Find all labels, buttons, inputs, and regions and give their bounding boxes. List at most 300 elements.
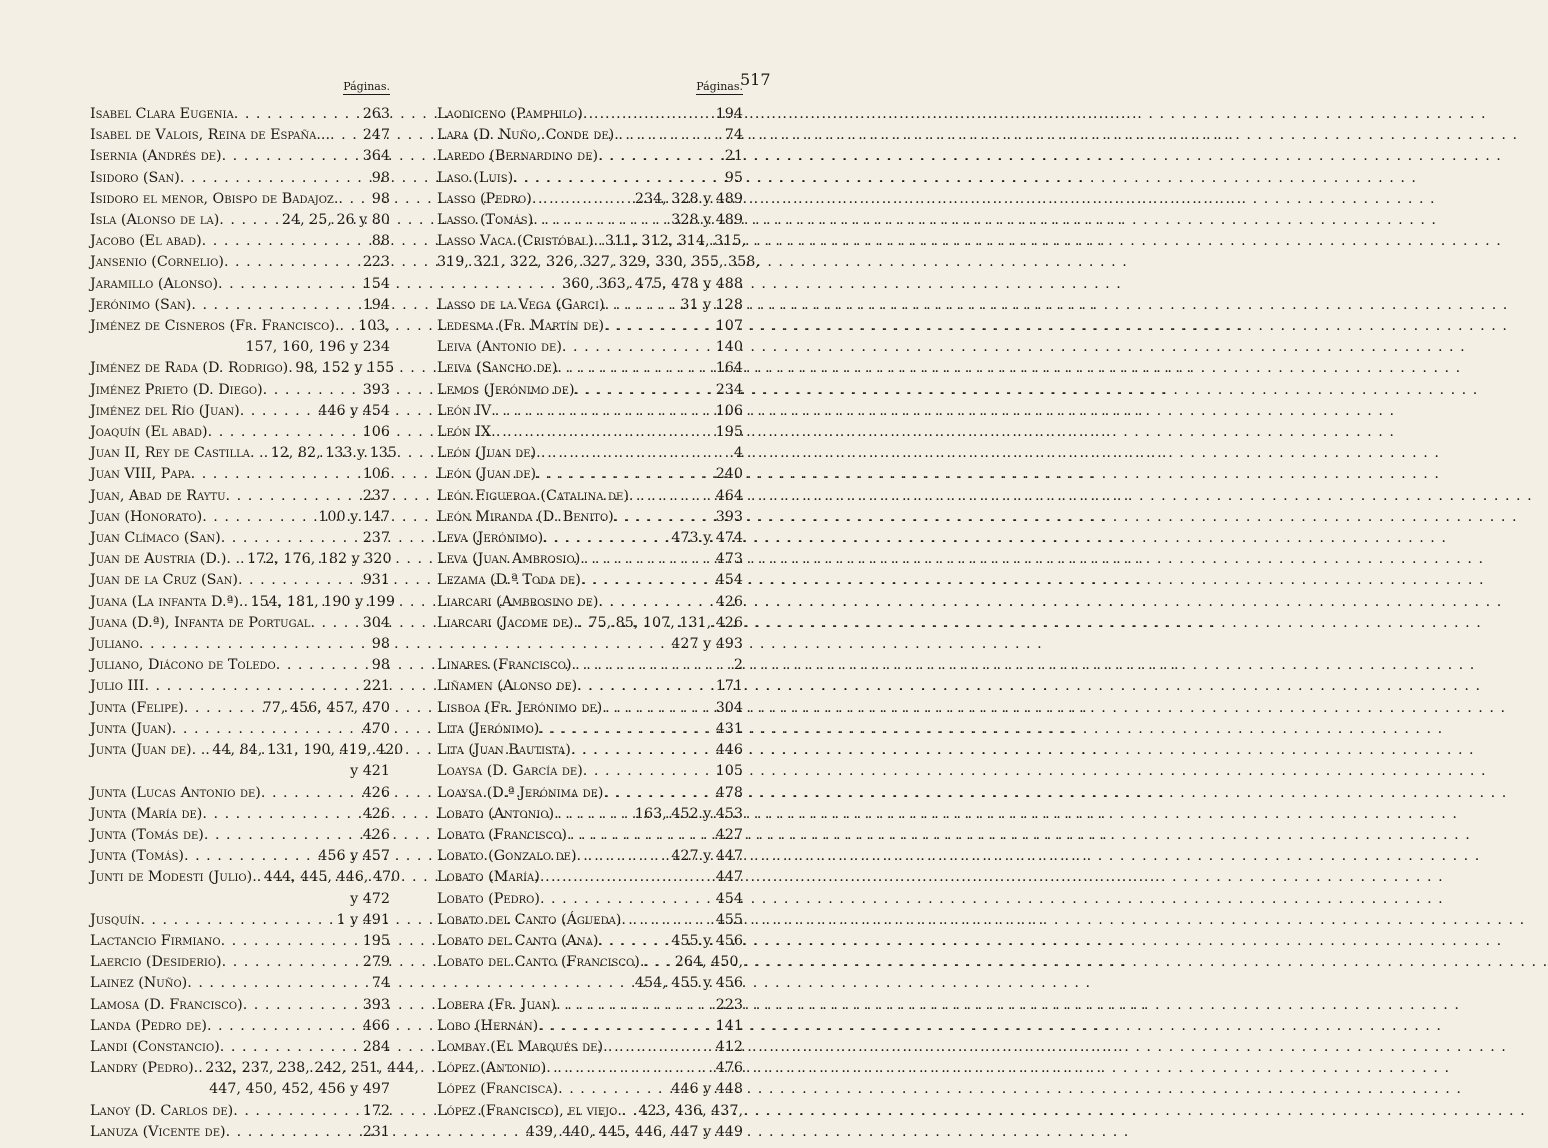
entry-pages: 194 bbox=[362, 296, 390, 313]
entry-pages: 311, 312, 314, 315, bbox=[605, 233, 746, 250]
index-entry bbox=[437, 592, 743, 613]
index-entry bbox=[437, 676, 743, 697]
entry-name: Junta (Lucas Antonio de) bbox=[90, 784, 261, 801]
dot-leader bbox=[218, 274, 360, 295]
index-entry bbox=[90, 804, 390, 825]
entry-name: Isabel de Valois, Reina de España... bbox=[90, 127, 331, 144]
entry-name: Junti de Modesti (Julio). bbox=[90, 869, 257, 886]
entry-pages: 106 bbox=[362, 424, 390, 441]
entry-pages: 88 bbox=[371, 233, 390, 250]
entry-name: Lobato del Canto (Francisco). bbox=[437, 954, 645, 971]
index-entry bbox=[437, 570, 743, 591]
dot-leader bbox=[208, 422, 360, 443]
entry-pages: 284 bbox=[362, 1038, 390, 1055]
entry-pages: 231 bbox=[362, 1123, 390, 1140]
entry-pages-continued: 360, 363, 475, 478 y 488 bbox=[562, 275, 743, 292]
dot-leader bbox=[577, 676, 712, 697]
dot-leader bbox=[330, 125, 360, 146]
entry-pages-continued: y 421 bbox=[350, 763, 390, 780]
index-entry bbox=[90, 740, 404, 782]
entry-name: López (Francisca) bbox=[437, 1081, 559, 1098]
dot-leader bbox=[602, 698, 712, 719]
index-entry bbox=[437, 995, 743, 1016]
index-entry bbox=[437, 104, 743, 125]
dot-leader bbox=[222, 146, 360, 167]
index-entry bbox=[90, 274, 390, 295]
entry-pages: 423, 436, 437, bbox=[638, 1102, 743, 1119]
dot-leader bbox=[221, 931, 360, 952]
entry-pages: 195 bbox=[715, 424, 743, 441]
dot-leader bbox=[622, 1101, 636, 1122]
entry-name: Liarcari (Ambrosino de) bbox=[437, 593, 599, 610]
dot-leader bbox=[604, 316, 713, 337]
index-entry bbox=[90, 464, 390, 485]
index-entry bbox=[90, 104, 390, 125]
entry-pages: 247 bbox=[362, 127, 390, 144]
entry-pages: 171 bbox=[715, 678, 743, 695]
dot-leader bbox=[204, 825, 360, 846]
entry-pages: 454 bbox=[715, 890, 743, 907]
index-entry bbox=[90, 1058, 419, 1100]
index-entry bbox=[437, 1079, 743, 1100]
entry-name: Junta (Juan) bbox=[90, 720, 172, 737]
index-entry bbox=[90, 486, 390, 507]
entry-pages: 194 bbox=[715, 106, 743, 122]
index-entry bbox=[90, 125, 390, 146]
dot-leader bbox=[558, 1079, 668, 1100]
entry-pages: 427 y 447 bbox=[671, 848, 743, 865]
entry-name: Jusquín bbox=[90, 911, 141, 928]
dot-leader bbox=[571, 740, 713, 761]
index-column-right bbox=[437, 80, 760, 1143]
entry-name: Juan II, Rey de Castilla. . bbox=[90, 445, 264, 462]
dot-leader bbox=[238, 570, 360, 591]
index-entry bbox=[437, 337, 743, 358]
entry-pages: 464 bbox=[715, 487, 743, 504]
index-entry bbox=[90, 189, 390, 210]
index-entry bbox=[437, 910, 743, 931]
entry-pages: 264, 450, bbox=[674, 954, 743, 971]
index-entry bbox=[90, 507, 390, 528]
entry-name: Lobato (Pedro) bbox=[437, 890, 540, 907]
entry-name: Lasso (Pedro) bbox=[437, 190, 532, 207]
dot-leader bbox=[276, 655, 369, 676]
index-entry bbox=[90, 1037, 390, 1058]
index-entry bbox=[437, 698, 743, 719]
index-entry bbox=[90, 973, 390, 994]
entry-name: López (Antonio) bbox=[437, 1060, 547, 1077]
index-entry bbox=[437, 1058, 743, 1079]
entry-pages: 232, 237, 238, 242, 251, 444, bbox=[205, 1060, 419, 1077]
entry-pages: 140 bbox=[715, 339, 743, 356]
index-entry bbox=[437, 464, 743, 485]
dot-leader bbox=[263, 380, 360, 401]
entry-name: Jiménez Prieto (D. Diego) bbox=[90, 381, 263, 398]
entry-name: Laodiceno (Pamphilo) bbox=[437, 106, 583, 122]
index-entry bbox=[90, 210, 390, 231]
dot-leader bbox=[605, 295, 678, 316]
index-entry bbox=[90, 613, 390, 634]
dot-leader bbox=[340, 316, 356, 337]
entry-pages: 75, 85, 107, 131, 426 bbox=[588, 614, 743, 631]
index-entry bbox=[437, 825, 743, 846]
entry-pages: 4 bbox=[733, 445, 743, 462]
dot-leader bbox=[219, 210, 279, 231]
entry-name: León Figueroa (Catalina de) bbox=[437, 487, 629, 504]
entry-name: Isidoro el menor, Obispo de Badajoz. bbox=[90, 190, 339, 207]
index-entry bbox=[437, 889, 743, 910]
dot-leader bbox=[491, 401, 712, 422]
index-entry bbox=[90, 252, 390, 273]
entry-pages: 95 bbox=[724, 169, 743, 186]
dot-leader bbox=[575, 380, 713, 401]
dot-leader bbox=[221, 528, 360, 549]
index-entry bbox=[437, 146, 743, 167]
dot-leader bbox=[540, 889, 713, 910]
index-entry bbox=[90, 995, 390, 1016]
index-entry bbox=[437, 952, 743, 994]
entry-pages: 263 bbox=[362, 106, 390, 122]
index-entry bbox=[90, 231, 390, 252]
entry-name: Liarcari (Jacome de). bbox=[437, 614, 578, 631]
entry-pages: 1 y 491 bbox=[336, 911, 390, 928]
dot-leader bbox=[513, 168, 722, 189]
entry-name: Jiménez del Río (Juan) bbox=[90, 402, 240, 419]
index-entry bbox=[437, 1016, 743, 1037]
entry-pages: 426 bbox=[362, 805, 390, 822]
entry-pages: 172, 176, 182 y 320 bbox=[247, 551, 392, 568]
entry-pages: 98 bbox=[371, 190, 390, 207]
entry-pages: 44, 84, 131, 190, 419, 420 bbox=[212, 742, 404, 759]
dot-leader bbox=[202, 804, 359, 825]
entry-name: León Miranda (D. Benito) bbox=[437, 508, 614, 525]
index-entry bbox=[90, 528, 390, 549]
entry-name: Junta (Tomás de) bbox=[90, 826, 204, 843]
dot-leader bbox=[556, 995, 713, 1016]
dot-leader bbox=[614, 125, 722, 146]
index-entry bbox=[437, 316, 743, 337]
index-entry bbox=[90, 168, 390, 189]
dot-leader bbox=[172, 719, 360, 740]
entry-pages: 447 bbox=[715, 869, 743, 886]
dot-leader bbox=[572, 655, 731, 676]
entry-pages: 426 bbox=[362, 826, 390, 843]
dot-leader bbox=[604, 783, 713, 804]
entry-pages: 304 bbox=[715, 699, 743, 716]
index-entry bbox=[90, 401, 390, 422]
index-entry bbox=[437, 125, 743, 146]
entry-name: Lobato del Canto (Águeda) bbox=[437, 911, 622, 928]
entry-pages: 237 bbox=[362, 487, 390, 504]
dot-leader bbox=[540, 867, 713, 888]
entry-pages: 164 bbox=[715, 360, 743, 377]
index-entry bbox=[437, 422, 743, 443]
dot-leader bbox=[578, 613, 585, 634]
entry-pages: 279 bbox=[362, 954, 390, 971]
entry-name: Leva (Juan Ambrosio) bbox=[437, 551, 581, 568]
entry-pages: 141 bbox=[715, 1017, 743, 1034]
entry-name: Liñamen (Alonso de) bbox=[437, 678, 578, 695]
entry-pages-continued: 157, 160, 196 y 234 bbox=[245, 339, 390, 356]
dot-leader bbox=[644, 952, 671, 973]
index-entry bbox=[90, 846, 390, 867]
index-entry bbox=[437, 443, 743, 464]
index-entry bbox=[437, 1101, 743, 1143]
entry-name: Jacobo (El abad) bbox=[90, 233, 202, 250]
entry-pages: 107 bbox=[715, 318, 743, 335]
entry-pages: 473 bbox=[715, 551, 743, 568]
dot-leader bbox=[577, 846, 669, 867]
dot-leader bbox=[599, 592, 713, 613]
entry-name: Jiménez de Rada (D. Rodrigo) bbox=[90, 360, 289, 377]
dot-leader bbox=[554, 804, 632, 825]
index-entry bbox=[90, 910, 390, 931]
index-entry bbox=[437, 380, 743, 401]
entry-pages: 100 y 147 bbox=[318, 508, 390, 525]
dot-leader bbox=[184, 846, 315, 867]
entry-pages: 412 bbox=[715, 1038, 743, 1055]
entry-name: Joaquín (El abad) bbox=[90, 424, 208, 441]
entry-pages: 223 bbox=[715, 996, 743, 1013]
entry-name: Loaysa (D.ª Jerónima de) bbox=[437, 784, 604, 801]
entry-pages: 455 bbox=[715, 911, 743, 928]
entry-pages: 328 y 489 bbox=[671, 212, 743, 229]
entry-pages: 446 y 448 bbox=[671, 1081, 743, 1098]
entry-name: Leiva (Sancho de) bbox=[437, 360, 558, 377]
index-entry bbox=[437, 528, 743, 549]
entry-name: Juana (D.ª), Infanta de Portugal bbox=[90, 614, 311, 631]
entry-name: Juan de Austria (D.). . bbox=[90, 551, 241, 568]
entry-name: Jansenio (Cornelio) bbox=[90, 254, 224, 271]
entry-name: Linares (Francisco) bbox=[437, 657, 572, 674]
entry-name: Juliano, Diácono de Toledo bbox=[90, 657, 276, 674]
entry-pages: 426 bbox=[362, 784, 390, 801]
index-entry bbox=[437, 931, 743, 952]
entry-name: Lobato (Gonzalo de) bbox=[437, 848, 577, 865]
entry-name: León (Juan de) bbox=[437, 445, 537, 462]
entry-name: Laercio (Desiderio) bbox=[90, 954, 222, 971]
entry-pages: 98 bbox=[371, 636, 390, 653]
index-entry bbox=[90, 146, 390, 167]
dot-leader bbox=[546, 1058, 712, 1079]
entry-pages: 77, 456, 457, 470 bbox=[262, 699, 390, 716]
dot-leader bbox=[598, 146, 722, 167]
entry-name: Lobato (María) bbox=[437, 869, 540, 886]
entry-name: Julio III bbox=[90, 678, 145, 695]
entry-pages: 195 bbox=[362, 932, 390, 949]
dot-leader bbox=[603, 1037, 713, 1058]
dot-leader bbox=[543, 528, 668, 549]
index-entry bbox=[90, 655, 390, 676]
entry-pages: 426 bbox=[715, 593, 743, 610]
entry-name: León IX bbox=[437, 424, 492, 441]
entry-pages: 240 bbox=[715, 466, 743, 483]
entry-name: Lemos (Jerónimo de) bbox=[437, 381, 575, 398]
index-entry bbox=[90, 676, 390, 697]
entry-pages: 98, 152 y 155 bbox=[295, 360, 395, 377]
entry-pages: 393 bbox=[715, 508, 743, 525]
entry-pages: 12, 82, 133 y 135 bbox=[270, 445, 397, 462]
entry-name: Lamosa (D. Francisco) bbox=[90, 996, 243, 1013]
dot-leader bbox=[191, 295, 359, 316]
entry-pages: 234 bbox=[715, 381, 743, 398]
entry-pages-continued: 439, 440, 445, 446, 447 y 449 bbox=[525, 1123, 743, 1140]
index-entry bbox=[90, 443, 397, 464]
entry-name: Lanuza (Vicente de) bbox=[90, 1123, 226, 1140]
entry-name: Isernia (Andrés de) bbox=[90, 148, 222, 165]
index-entry bbox=[90, 825, 390, 846]
index-entry bbox=[437, 655, 743, 676]
dot-leader bbox=[233, 1101, 359, 1122]
index-entry bbox=[437, 761, 743, 782]
dot-leader bbox=[224, 252, 360, 273]
entry-name: Loaysa (D. García de) bbox=[437, 763, 583, 780]
entry-pages: 444, 445, 446, 470 bbox=[263, 869, 401, 886]
entry-name: Lita (Juan Bautista) bbox=[437, 742, 571, 759]
entry-name: Jerónimo (San) bbox=[90, 296, 192, 313]
entry-pages: 466 bbox=[362, 1017, 390, 1034]
entry-name: Juan de la Cruz (San) bbox=[90, 572, 238, 589]
entry-name: Leiva (Antonio de) bbox=[437, 339, 562, 356]
entry-pages: 470 bbox=[362, 720, 390, 737]
entry-name: Lasso Vaca (Cristóbal). bbox=[437, 233, 598, 250]
dot-leader bbox=[621, 910, 712, 931]
dot-leader bbox=[614, 507, 713, 528]
entry-name: Lara (D. Nuño, Conde de) bbox=[437, 127, 615, 144]
entry-pages: 24, 25, 26 y 80 bbox=[281, 212, 390, 229]
dot-leader bbox=[583, 104, 713, 125]
index-entry bbox=[437, 740, 743, 761]
index-entry bbox=[90, 931, 390, 952]
entry-name: Lasso (Tomás) bbox=[437, 212, 534, 229]
index-entry bbox=[90, 549, 390, 570]
entry-name: Isabel Clara Eugenia bbox=[90, 106, 234, 122]
index-entry bbox=[90, 358, 395, 379]
column-header-left: Páginas. bbox=[343, 80, 390, 93]
entry-name: León (Juan de) bbox=[437, 466, 537, 483]
entry-pages-continued: 454, 455 y 456 bbox=[634, 975, 743, 992]
index-entry bbox=[437, 486, 743, 507]
dot-leader bbox=[629, 486, 713, 507]
entry-name: Lasso de la Vega (Garci) bbox=[437, 296, 605, 313]
entry-pages: 154 bbox=[362, 275, 390, 292]
entry-name: Leva (Jerónimo) bbox=[437, 530, 544, 547]
entry-name: Lobato del Canto (Ana) bbox=[437, 932, 599, 949]
dot-leader bbox=[243, 995, 360, 1016]
entry-pages: 223 bbox=[362, 254, 390, 271]
entry-pages: 304 bbox=[362, 614, 390, 631]
dot-leader bbox=[240, 401, 316, 422]
index-entry bbox=[90, 783, 390, 804]
entry-name: Isla (Alonso de la) bbox=[90, 212, 220, 229]
dot-leader bbox=[539, 719, 712, 740]
dot-leader bbox=[139, 634, 369, 655]
dot-leader bbox=[187, 973, 369, 994]
entry-pages: 106 bbox=[362, 466, 390, 483]
index-entry bbox=[90, 592, 395, 613]
entry-pages: 74 bbox=[371, 975, 390, 992]
entry-pages: 454 bbox=[715, 572, 743, 589]
entry-pages: 931 bbox=[362, 572, 390, 589]
index-entry bbox=[437, 231, 760, 295]
dot-leader bbox=[533, 210, 668, 231]
entry-name: León IV bbox=[437, 402, 492, 419]
entry-pages-continued: 427 y 493 bbox=[671, 636, 743, 653]
index-entry bbox=[437, 358, 743, 379]
index-entry bbox=[437, 613, 743, 655]
entry-pages-continued: y 472 bbox=[350, 890, 390, 907]
entry-pages-continued: 447, 450, 452, 456 y 497 bbox=[209, 1081, 390, 1098]
index-entry bbox=[90, 570, 390, 591]
entry-name: Lezama (D.ª Toda de) bbox=[437, 572, 581, 589]
index-entry bbox=[437, 783, 743, 804]
entry-pages: 163, 452 y 453 bbox=[634, 805, 743, 822]
entry-pages: 393 bbox=[362, 996, 390, 1013]
dot-leader bbox=[202, 507, 315, 528]
entry-pages: 103, bbox=[358, 318, 390, 335]
index-entry bbox=[90, 952, 390, 973]
entry-name: Jaramillo (Alonso) bbox=[90, 275, 219, 292]
entry-pages: 31 y 128 bbox=[680, 296, 743, 313]
index-entry bbox=[437, 210, 743, 231]
index-entry bbox=[437, 295, 743, 316]
entry-name: Juliano bbox=[90, 636, 139, 653]
index-column-left bbox=[90, 80, 419, 1143]
entry-name: Junta (María de) bbox=[90, 805, 203, 822]
entry-pages: 172 bbox=[362, 1102, 390, 1119]
dot-leader bbox=[310, 613, 359, 634]
index-entry bbox=[90, 698, 390, 719]
entry-pages: 456 y 457 bbox=[318, 848, 390, 865]
index-entry bbox=[437, 168, 743, 189]
entry-pages: 476 bbox=[715, 1060, 743, 1077]
dot-leader bbox=[180, 168, 369, 189]
index-entry bbox=[90, 634, 390, 655]
dot-leader bbox=[536, 443, 731, 464]
dot-leader bbox=[538, 1016, 713, 1037]
index-entry bbox=[90, 719, 390, 740]
entry-name: Laredo (Bernardino de) bbox=[437, 148, 599, 165]
entry-name: Lanoy (D. Carlos de) bbox=[90, 1102, 234, 1119]
entry-name: Lobera (Fr. Juan) bbox=[437, 996, 557, 1013]
index-entry bbox=[90, 867, 401, 909]
index-entry bbox=[90, 316, 390, 358]
index-entry bbox=[437, 1037, 743, 1058]
index-entry bbox=[90, 422, 390, 443]
dot-leader bbox=[222, 952, 360, 973]
index-entry bbox=[437, 719, 743, 740]
entry-pages-continued: 319, 321, 322, 326, 327, 329, 330, 355, 358, bbox=[437, 254, 760, 271]
entry-pages: 393 bbox=[362, 381, 390, 398]
dot-leader bbox=[207, 1016, 360, 1037]
dot-leader bbox=[338, 189, 368, 210]
entry-name: Juan Clímaco (San) bbox=[90, 530, 221, 547]
dot-leader bbox=[191, 464, 360, 485]
entry-name: Jiménez de Cisneros (Fr. Francisco). bbox=[90, 318, 340, 335]
index-entry bbox=[90, 1101, 390, 1122]
entry-pages: 446 bbox=[715, 742, 743, 759]
entry-pages: 237 bbox=[362, 530, 390, 547]
entry-name: Lainez (Nuño) bbox=[90, 975, 188, 992]
entry-pages: 221 bbox=[362, 678, 390, 695]
entry-pages: 427 bbox=[715, 826, 743, 843]
entry-name: Juan VIII, Papa bbox=[90, 466, 191, 483]
dot-leader bbox=[598, 931, 668, 952]
entry-name: Junta (Felipe) bbox=[90, 699, 184, 716]
dot-leader bbox=[184, 698, 260, 719]
entry-name: Ledesma (Fr. Martín de) bbox=[437, 318, 605, 335]
entry-name: Junta (Tomás) bbox=[90, 848, 184, 865]
